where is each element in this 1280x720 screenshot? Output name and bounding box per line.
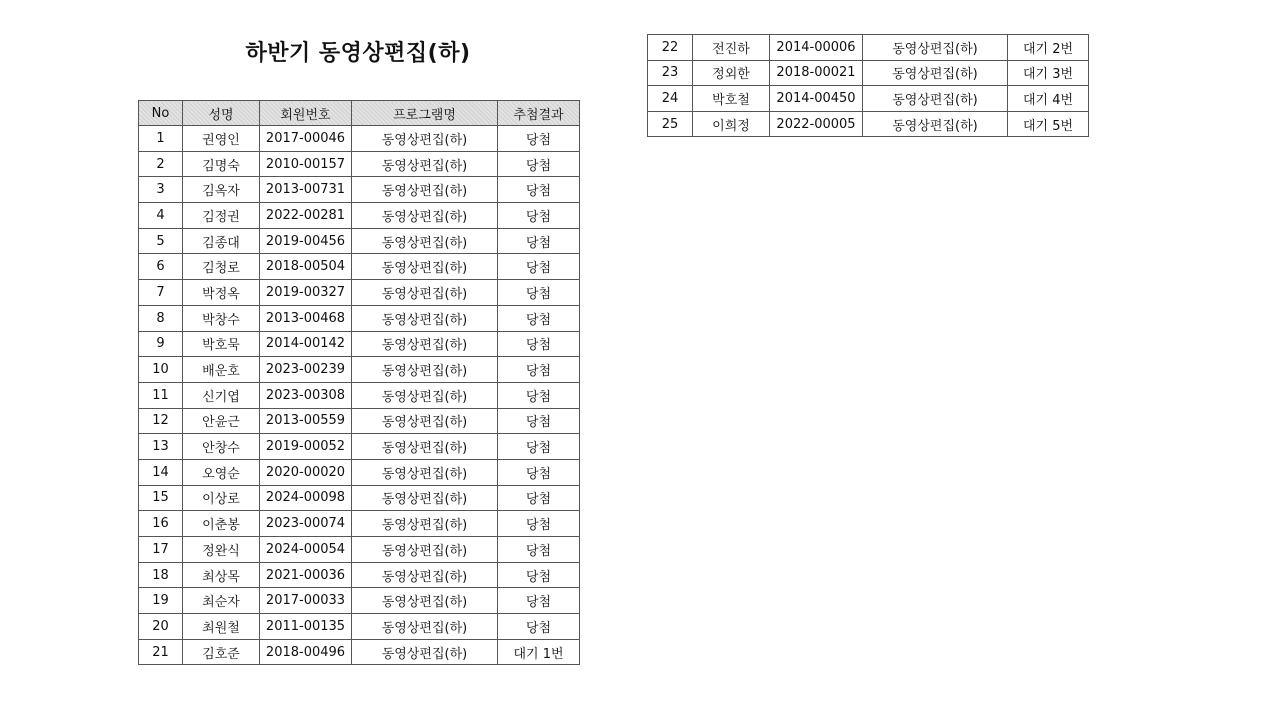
name-cell: 최원철 [183,614,260,640]
name-cell: 김명숙 [183,151,260,177]
no-cell: 1 [139,126,183,152]
program-name-cell: 동영상편집(하) [352,614,498,640]
result-cell: 당첨 [498,280,580,306]
result-cell: 대기 5번 [1008,111,1089,137]
program-name-cell: 동영상편집(하) [352,254,498,280]
result-cell: 당첨 [498,357,580,383]
member-number-cell: 2011-00135 [260,614,352,640]
name-cell: 신기엽 [183,382,260,408]
result-cell: 당첨 [498,126,580,152]
member-number-cell: 2013-00468 [260,305,352,331]
name-cell: 안윤근 [183,408,260,434]
member-number-cell: 2013-00559 [260,408,352,434]
table-row [139,459,580,485]
member-number-cell: 2023-00308 [260,382,352,408]
result-cell: 당첨 [498,382,580,408]
name-cell: 최상목 [183,562,260,588]
member-number-cell: 2019-00456 [260,228,352,254]
no-cell: 23 [648,60,693,86]
result-cell: 당첨 [498,537,580,563]
program-name-cell: 동영상편집(하) [352,331,498,357]
program-name-cell: 동영상편집(하) [352,126,498,152]
name-cell: 박호철 [693,86,770,112]
name-cell: 김정권 [183,203,260,229]
table-row [648,35,1089,61]
table-row [648,111,1089,137]
program-name-cell: 동영상편집(하) [352,459,498,485]
result-cell: 당첨 [498,331,580,357]
result-cell: 당첨 [498,254,580,280]
result-cell: 당첨 [498,228,580,254]
result-cell: 당첨 [498,177,580,203]
table-row [139,203,580,229]
table-row [139,588,580,614]
no-cell: 20 [139,614,183,640]
member-number-cell: 2020-00020 [260,459,352,485]
header-name: 성명 [183,101,260,126]
member-number-cell: 2024-00098 [260,485,352,511]
result-cell: 당첨 [498,203,580,229]
lottery-results-table [138,100,580,665]
name-cell: 오영순 [183,459,260,485]
no-cell: 21 [139,639,183,665]
no-cell: 3 [139,177,183,203]
no-cell: 17 [139,537,183,563]
program-name-cell: 동영상편집(하) [352,203,498,229]
name-cell: 정완식 [183,537,260,563]
name-cell: 최순자 [183,588,260,614]
table-row [648,86,1089,112]
table-row [648,60,1089,86]
result-cell: 당첨 [498,588,580,614]
name-cell: 박호묵 [183,331,260,357]
result-cell: 당첨 [498,511,580,537]
lottery-results-body [139,126,580,665]
name-cell: 김옥자 [183,177,260,203]
member-number-cell: 2018-00021 [770,60,863,86]
member-number-cell: 2022-00005 [770,111,863,137]
header-draw-result: 추첨결과 [498,101,580,126]
result-cell: 당첨 [498,485,580,511]
table-row [139,177,580,203]
program-name-cell: 동영상편집(하) [352,537,498,563]
no-cell: 9 [139,331,183,357]
member-number-cell: 2019-00052 [260,434,352,460]
waitlist-body [648,35,1089,137]
program-name-cell: 동영상편집(하) [352,382,498,408]
no-cell: 8 [139,305,183,331]
name-cell: 배운호 [183,357,260,383]
table-row [139,331,580,357]
header-program-name: 프로그램명 [352,101,498,126]
name-cell: 박창수 [183,305,260,331]
result-cell: 당첨 [498,151,580,177]
table-row [139,434,580,460]
result-cell: 대기 4번 [1008,86,1089,112]
member-number-cell: 2021-00036 [260,562,352,588]
table-row [139,151,580,177]
table-row [139,305,580,331]
program-name-cell: 동영상편집(하) [352,228,498,254]
member-number-cell: 2014-00142 [260,331,352,357]
table-row [139,357,580,383]
table-row [139,511,580,537]
name-cell: 김청로 [183,254,260,280]
member-number-cell: 2010-00157 [260,151,352,177]
member-number-cell: 2014-00006 [770,35,863,61]
no-cell: 14 [139,459,183,485]
name-cell: 권영인 [183,126,260,152]
no-cell: 4 [139,203,183,229]
program-name-cell: 동영상편집(하) [352,485,498,511]
table-row [139,280,580,306]
table-row [139,639,580,665]
page-title: 하반기 동영상편집(하) [245,41,471,66]
header-no: No [139,101,183,126]
no-cell: 18 [139,562,183,588]
program-name-cell: 동영상편집(하) [863,35,1008,61]
no-cell: 7 [139,280,183,306]
member-number-cell: 2013-00731 [260,177,352,203]
name-cell: 정외한 [693,60,770,86]
no-cell: 24 [648,86,693,112]
name-cell: 이춘봉 [183,511,260,537]
name-cell: 김종대 [183,228,260,254]
header-member-number: 회원번호 [260,101,352,126]
table-row [139,537,580,563]
table-row [139,228,580,254]
no-cell: 15 [139,485,183,511]
table-row [139,382,580,408]
program-name-cell: 동영상편집(하) [352,588,498,614]
program-name-cell: 동영상편집(하) [352,408,498,434]
table-header-row [139,101,580,126]
result-cell: 당첨 [498,434,580,460]
program-name-cell: 동영상편집(하) [863,111,1008,137]
result-cell: 당첨 [498,305,580,331]
result-cell: 대기 3번 [1008,60,1089,86]
member-number-cell: 2017-00046 [260,126,352,152]
member-number-cell: 2022-00281 [260,203,352,229]
member-number-cell: 2018-00504 [260,254,352,280]
program-name-cell: 동영상편집(하) [352,639,498,665]
table-row [139,562,580,588]
member-number-cell: 2014-00450 [770,86,863,112]
no-cell: 6 [139,254,183,280]
program-name-cell: 동영상편집(하) [352,357,498,383]
no-cell: 2 [139,151,183,177]
no-cell: 25 [648,111,693,137]
program-name-cell: 동영상편집(하) [352,151,498,177]
result-cell: 당첨 [498,562,580,588]
program-name-cell: 동영상편집(하) [352,280,498,306]
name-cell: 박정옥 [183,280,260,306]
table-row [139,126,580,152]
no-cell: 11 [139,382,183,408]
name-cell: 이희정 [693,111,770,137]
member-number-cell: 2023-00239 [260,357,352,383]
member-number-cell: 2019-00327 [260,280,352,306]
program-name-cell: 동영상편집(하) [352,562,498,588]
name-cell: 안창수 [183,434,260,460]
result-cell: 당첨 [498,614,580,640]
program-name-cell: 동영상편집(하) [352,177,498,203]
no-cell: 13 [139,434,183,460]
no-cell: 19 [139,588,183,614]
name-cell: 김호준 [183,639,260,665]
no-cell: 12 [139,408,183,434]
member-number-cell: 2024-00054 [260,537,352,563]
table-row [139,485,580,511]
no-cell: 10 [139,357,183,383]
member-number-cell: 2018-00496 [260,639,352,665]
no-cell: 5 [139,228,183,254]
result-cell: 대기 1번 [498,639,580,665]
program-name-cell: 동영상편집(하) [863,86,1008,112]
result-cell: 대기 2번 [1008,35,1089,61]
member-number-cell: 2023-00074 [260,511,352,537]
program-name-cell: 동영상편집(하) [352,305,498,331]
member-number-cell: 2017-00033 [260,588,352,614]
program-name-cell: 동영상편집(하) [863,60,1008,86]
no-cell: 22 [648,35,693,61]
table-row [139,408,580,434]
table-row [139,254,580,280]
no-cell: 16 [139,511,183,537]
program-name-cell: 동영상편집(하) [352,434,498,460]
waitlist-table [647,34,1089,137]
result-cell: 당첨 [498,408,580,434]
result-cell: 당첨 [498,459,580,485]
name-cell: 이상로 [183,485,260,511]
name-cell: 전진하 [693,35,770,61]
table-row [139,614,580,640]
program-name-cell: 동영상편집(하) [352,511,498,537]
